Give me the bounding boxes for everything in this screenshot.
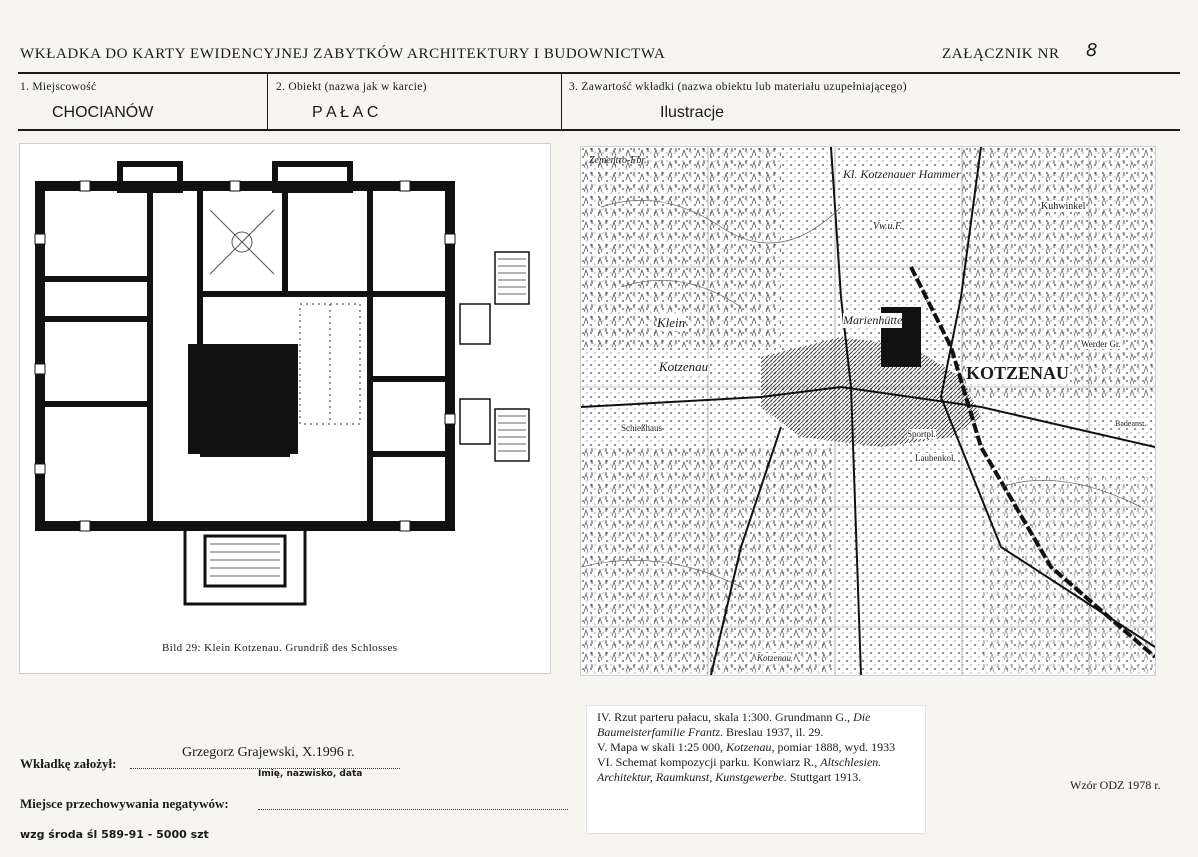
map-label-kotzenau-small: Kotzenau (659, 359, 709, 374)
author-sublabel: Imię, nazwisko, data (258, 769, 363, 779)
field-value-object: P A Ł A C (312, 104, 379, 121)
field-label-object: 2. Obiekt (nazwa jak w karcie) (276, 81, 427, 93)
caption-5-source: , pomiar 1888, wyd. 1933 (771, 740, 896, 754)
annex-number: 8 (1086, 40, 1098, 61)
field-value-location: CHOCIANÓW (52, 104, 154, 121)
map-label-kotzenau-bottom: Kotzenau (757, 653, 792, 663)
caption-6-title: Altschlesien. Architektur, Raumkunst, Kunstgewerbe. (597, 755, 882, 784)
caption-6-source: Stuttgart 1913. (786, 770, 862, 784)
map-label-vwuf: Vw.u.F. (873, 221, 903, 232)
floor-plan-caption: Bild 29: Klein Kotzenau. Grundriß des Schlosses (162, 642, 398, 654)
map-label-kuhwinkel: Kuhwinkel (1041, 201, 1086, 212)
map-label-klein: Klein (657, 315, 686, 330)
floor-plan-panel (19, 143, 551, 674)
topographic-map (581, 147, 1155, 675)
caption-5-title: Kotzenau (726, 740, 772, 754)
map-label-kotzenau-town: KOTZENAU (966, 363, 1070, 383)
map-label-badeanst: Badeanst. (1115, 419, 1147, 428)
caption-4-source: . Breslau 1937, il. 29. (720, 725, 824, 739)
header-rule (18, 72, 1180, 74)
field-divider-2 (561, 74, 562, 130)
map-label-sportpl: Sportpl. (907, 429, 936, 439)
map-label-schiesshaus: Schießhaus (621, 423, 662, 433)
illustration-captions (586, 705, 926, 834)
form-code: Wzór ODZ 1978 r. (1070, 778, 1161, 792)
field-label-location: 1. Miejscowość (20, 81, 97, 93)
map-panel (580, 146, 1156, 676)
author-label: Wkładkę założył: (20, 756, 117, 771)
print-info: wzg środa śl 589-91 - 5000 szt (20, 828, 209, 841)
caption-6-text: VI. Schemat kompozycji parku. Konwiarz R., (597, 755, 821, 769)
map-label-zement: Zementro-Fbr. (589, 155, 647, 166)
map-label-werder: Werder Gr. (1081, 339, 1121, 349)
caption-line-5 (597, 740, 915, 755)
map-label-marienhutte: Marienhütte (843, 313, 903, 327)
field-label-contents: 3. Zawartość wkładki (nazwa obiektu lub materiału uzupełniającego) (569, 81, 907, 93)
caption-line-6 (597, 755, 915, 785)
form-title: WKŁADKA DO KARTY EWIDENCYJNEJ ZABYTKÓW ARCHITEKTURY I BUDOWNICTWA (20, 46, 666, 62)
map-label-hammer: Kl. Kotzenauer Hammer (843, 167, 961, 181)
storage-label: Miejsce przechowywania negatywów: (20, 796, 229, 811)
field-divider-1 (267, 74, 268, 130)
fields-rule (18, 129, 1180, 131)
caption-line-4 (597, 710, 915, 740)
annex-label: ZAŁĄCZNIK NR (942, 46, 1060, 62)
field-value-contents: Ilustracje (660, 104, 725, 121)
storage-dotted-line (258, 809, 568, 810)
map-label-laubenkol: Laubenkol. (915, 453, 956, 463)
caption-5-text: V. Mapa w skali 1:25 000, (597, 740, 727, 754)
author-value: Grzegorz Grajewski, X.1996 r. (182, 745, 355, 760)
caption-4-text: IV. Rzut parteru pałacu, skala 1:300. Grundmann G., (597, 710, 854, 724)
floor-plan-drawing (20, 144, 550, 673)
caption-4-title: Die Baumeisterfamilie Frantz (597, 710, 871, 739)
